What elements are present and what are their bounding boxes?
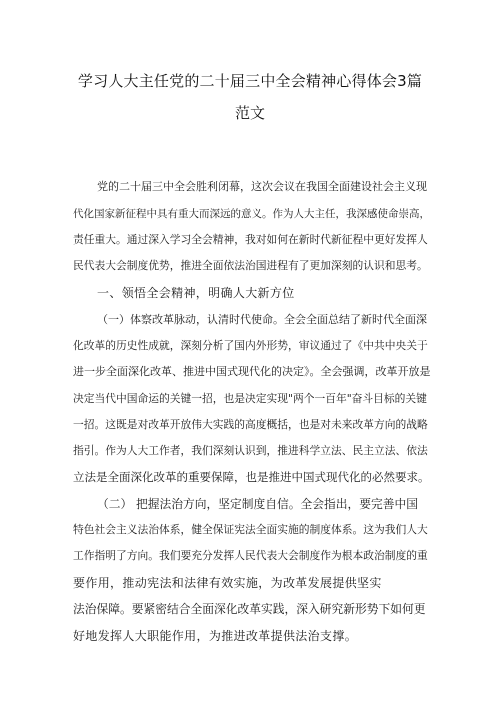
paragraph-line: 一招。这既是对改革开放伟大实践的高度概括，也是对未来改革方向的战略 [73, 418, 428, 431]
paragraph-line: 指引。作为人大工作者，我们深刻认识到，推进科学立法、民主立法、依法 [73, 444, 428, 457]
paragraph-line: （二） 把握法治方向，坚定制度自信。全会指出，要完善中国 [97, 497, 418, 511]
paragraph-line: 特色社会主义法治体系，健全保证宪法全面实施的制度体系。这为我们人大 [73, 523, 428, 536]
document-title: 学习人大主任党的二十届三中全会精神心得体会3篇 [77, 72, 423, 90]
paragraph-line: （一）体察改革脉动，认清时代使命。全会全面总结了新时代全面深 [97, 313, 427, 326]
paragraph-line: 要作用，推动宪法和法律有效实施，为改革发展提供坚实 [73, 576, 382, 590]
paragraph-line: 法治保障。要紧密结合全面深化改革实践，深入研究新形势下如何更 [73, 602, 426, 616]
paragraph-line: 化改革的历史性成就，深刻分析了国内外形势，审议通过了《中共中央关于 [73, 339, 428, 352]
document-title-continued: 范文 [234, 104, 265, 122]
paragraph-line: 工作指明了方向。我们要充分发挥人民代表大会制度作为根本政治制度的重 [73, 549, 428, 562]
paragraph-line: 责任重大。通过深入学习全会精神，我对如何在新时代新征程中更好发挥人 [73, 233, 428, 246]
section-heading: 一、领悟全会精神，明确人大新方位 [97, 286, 295, 300]
paragraph-line: 好地发挥人大职能作用，为推进改革提供法治支撑。 [73, 629, 358, 643]
paragraph-line: 民代表大会制度优势，推进全面依法治国进程有了更加深刻的认识和思考。 [73, 259, 428, 272]
paragraph-line: 进一步全面深化改革、推进中国式现代化的决定》。全会强调，改革开放是 [73, 365, 431, 378]
paragraph-line: 代化国家新征程中具有重大而深远的意义。作为人大主任，我深感使命崇高， [73, 208, 430, 220]
paragraph-line: 决定当代中国命运的关键一招，也是决定实现"两个一百年"奋斗目标的关键 [73, 392, 427, 405]
paragraph-line: 党的二十届三中全会胜利闭幕，这次会议在我国全面建设社会主义现 [97, 180, 427, 193]
paragraph-line: 立法是全面深化改革的重要保障，也是推进中国式现代化的必然要求。 [73, 470, 430, 484]
